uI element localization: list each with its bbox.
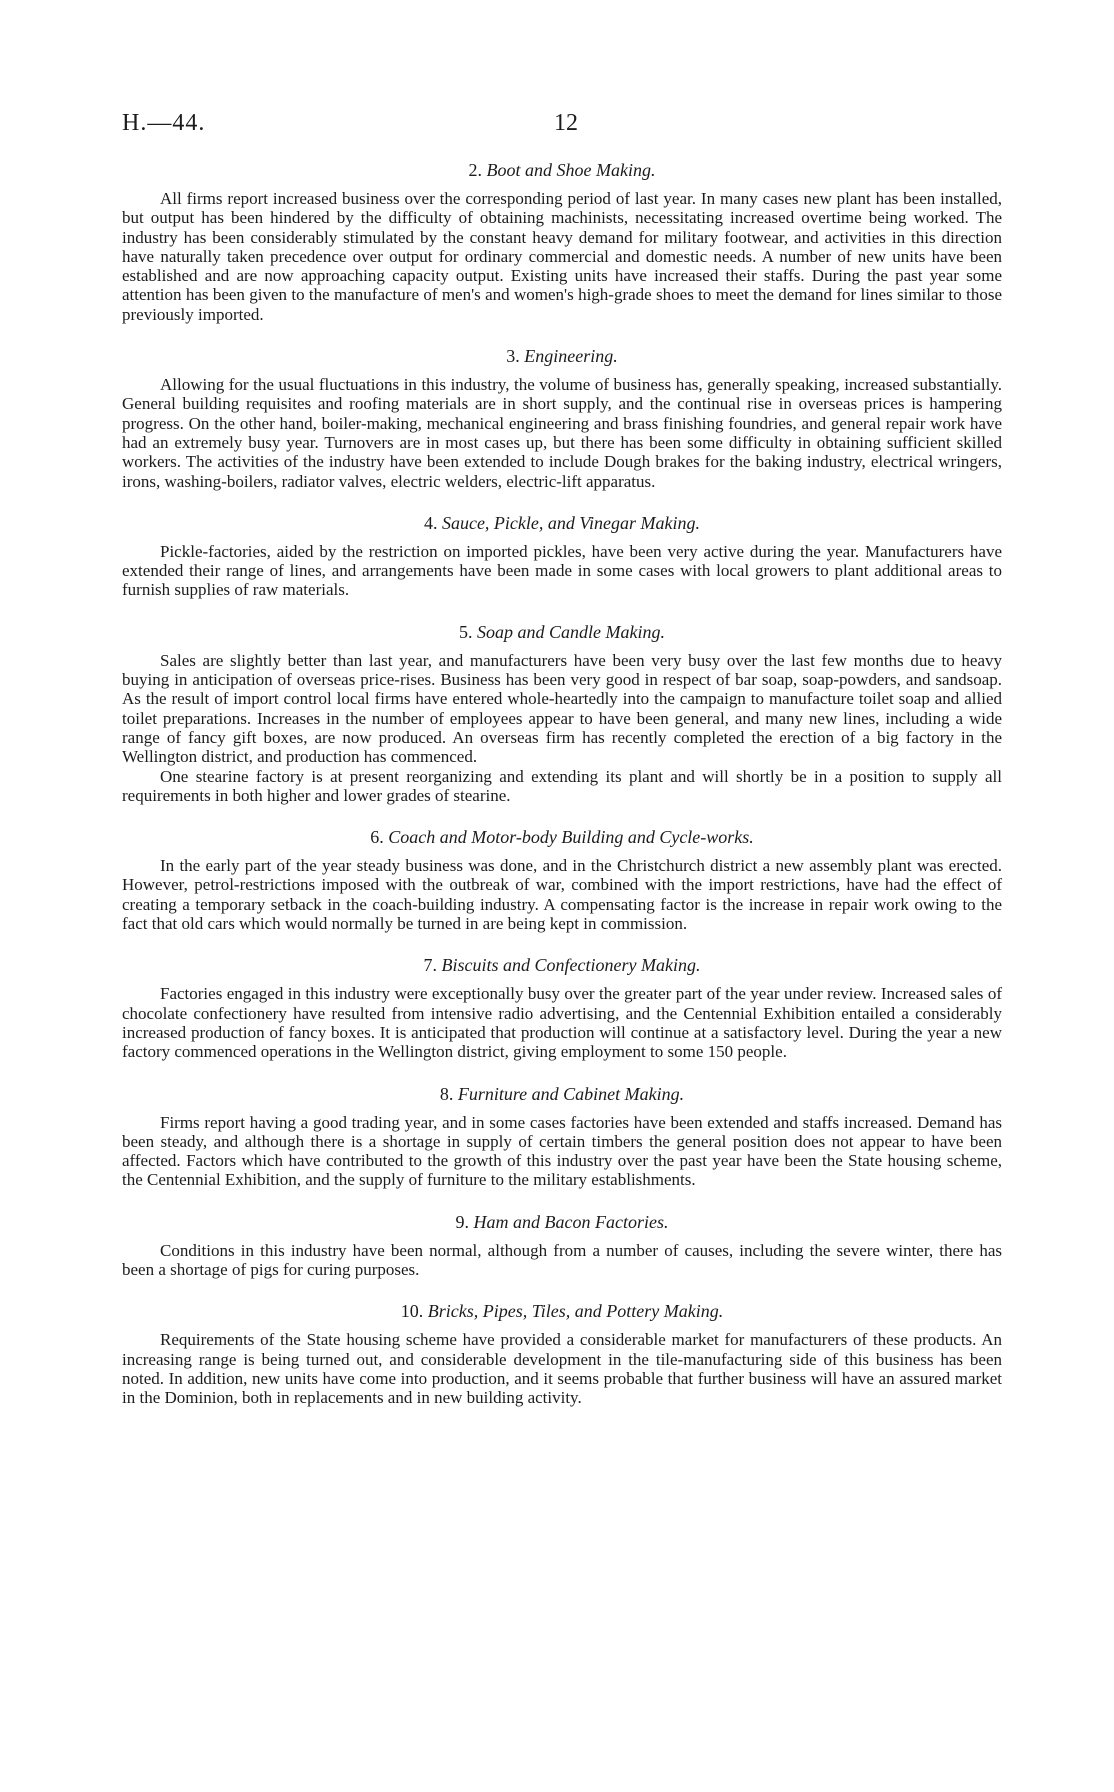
section-number: 6. — [370, 827, 384, 848]
section-number: 4. — [423, 512, 438, 533]
page-number: 12 — [554, 110, 578, 136]
section-heading — [122, 513, 1002, 534]
section-title: Biscuits and Confectionery Making. — [441, 955, 701, 976]
page-body — [122, 160, 1002, 1429]
section-heading — [122, 955, 1002, 976]
section-paragraph: All firms report increased business over the corresponding period of last year. In many cases new plant has been installed, but output has been hindered by the difficulty of obtaining machinists, necessitating increased overtime being worked. The industry has been considerably stimulated by the constant heavy demand for military footwear, and activities in this direction have naturally taken precedence over output for ordinary commercial and domestic needs. A number of new units have been established and are now approaching capacity output. Existing units have increased their staffs. During the past year some attention has been given to the manufacture of men's and women's high-grade shoes to meet the demand for lines similar to those previously imported. — [122, 189, 1002, 324]
section-title: Sauce, Pickle, and Vinegar Making. — [441, 512, 701, 533]
section-paragraph: Conditions in this industry have been normal, although from a number of causes, including the severe winter, there has been a shortage of pigs for curing purposes. — [122, 1240, 1002, 1279]
section-furniture-cabinet — [122, 1084, 1002, 1190]
section-biscuits-confectionery — [122, 955, 1002, 1061]
section-heading — [122, 622, 1002, 643]
section-sauce-pickle-vinegar — [122, 513, 1002, 600]
section-ham-and-bacon — [122, 1212, 1002, 1280]
section-title: Coach and Motor-body Building and Cycle-works. — [388, 827, 754, 848]
section-heading — [122, 1301, 1002, 1322]
section-bricks-pipes-tiles-pottery — [122, 1301, 1002, 1407]
section-heading — [122, 827, 1002, 848]
document-reference: H.—44. — [122, 110, 206, 136]
section-coach-motor-body-cycle — [122, 827, 1002, 933]
section-paragraph: Sales are slightly better than last year, and manufacturers have been very busy over the last few months due to heavy buying in anticipation of overseas price-rises. Business has been very good in respect of bar soap, soap-powders, and sandsoap. As the result of import control local firms have entered whole-heartedly into the campaign to manufacture toilet soap and allied toilet preparations. Increases in the number of employees appear to have been general, and many new lines, including a wide range of fancy gift boxes, are now produced. An overseas firm has recently completed the erection of a big factory in the Wellington district, and production has commenced. — [122, 650, 1002, 767]
section-number: 9. — [455, 1211, 470, 1232]
section-title: Ham and Bacon Factories. — [473, 1211, 669, 1232]
section-paragraph: Firms report having a good trading year, and in some cases factories have been extended and staffs increased. Demand has been steady, and although there is a shortage in supply of certain timbers the general position does not appear to have been affected. Factors which have contributed to the growth of this industry over the past year have been the State housing scheme, the Centennial Exhibition, and the supply of furniture to the military establishments. — [122, 1112, 1002, 1190]
section-heading — [122, 1084, 1002, 1105]
section-title: Furniture and Cabinet Making. — [457, 1083, 685, 1104]
section-heading — [122, 1212, 1002, 1233]
section-number: 10. — [400, 1301, 424, 1322]
section-number: 2. — [468, 160, 482, 180]
section-title: Bricks, Pipes, Tiles, and Pottery Making. — [427, 1301, 724, 1322]
section-soap-and-candle — [122, 622, 1002, 805]
section-title: Soap and Candle Making. — [477, 621, 665, 642]
section-paragraph: In the early part of the year steady business was done, and in the Christchurch district a new assembly plant was erected. However, petrol-restrictions imposed with the outbreak of war, combined with the import restrictions, have had the effect of creating a temporary setback in the coach-building industry. A compensating factor is the increase in repair work owing to the fact that old cars which would normally be turned in are being kept in commission. — [122, 856, 1002, 934]
section-paragraph: Requirements of the State housing scheme have provided a considerable market for manufacturers of these products. An increasing range is being turned out, and considerable development in the tile-manufacturing side of this business has been noted. In addition, new units have come into production, and it seems probable that further business will have an assured market in the Dominion, both in replacements and in new building activity. — [122, 1330, 1002, 1408]
page-header — [122, 110, 1002, 150]
section-number: 8. — [439, 1083, 454, 1104]
section-paragraph: Allowing for the usual fluctuations in this industry, the volume of business has, generally speaking, increased substantially. General building requisites and roofing materials are in short supply, and the continual rise in overseas prices is hampering progress. On the other hand, boiler-making, mechanical engineering and brass finishing foundries, and general repair work have had an extremely busy year. Turnovers are in most cases up, but there has been some difficulty in obtaining sufficient skilled workers. The activities of the industry have been extended to include Dough brakes for the baking industry, electrical wringers, irons, washing-boilers, radiator valves, electric welders, electric-lift apparatus. — [122, 375, 1002, 491]
section-boot-and-shoe-making — [122, 160, 1002, 324]
section-number: 7. — [423, 955, 438, 976]
section-number: 3. — [506, 346, 520, 367]
section-title: Boot and Shoe Making. — [486, 160, 656, 180]
section-title: Engineering. — [524, 346, 618, 367]
section-number: 5. — [459, 621, 473, 642]
section-paragraph: Pickle-factories, aided by the restriction on imported pickles, have been very active during the year. Manufacturers have extended their range of lines, and arrangements have been made in some cases with local growers to plant additional areas to furnish supplies of raw materials. — [122, 541, 1002, 600]
section-heading — [122, 346, 1002, 367]
section-heading — [122, 160, 1002, 181]
section-paragraph: One stearine factory is at present reorganizing and extending its plant and will shortly be in a position to supply all requirements in both higher and lower grades of stearine. — [122, 766, 1002, 805]
section-engineering — [122, 346, 1002, 491]
section-paragraph: Factories engaged in this industry were exceptionally busy over the greater part of the year under review. Increased sales of chocolate confectionery have resulted from intensive radio advertising, and the Centennial Exhibition entailed a considerably increased production of fancy boxes. It is anticipated that production will continue at a satisfactory level. During the year a new factory commenced operations in the Wellington district, giving employment to some 150 people. — [122, 984, 1002, 1062]
